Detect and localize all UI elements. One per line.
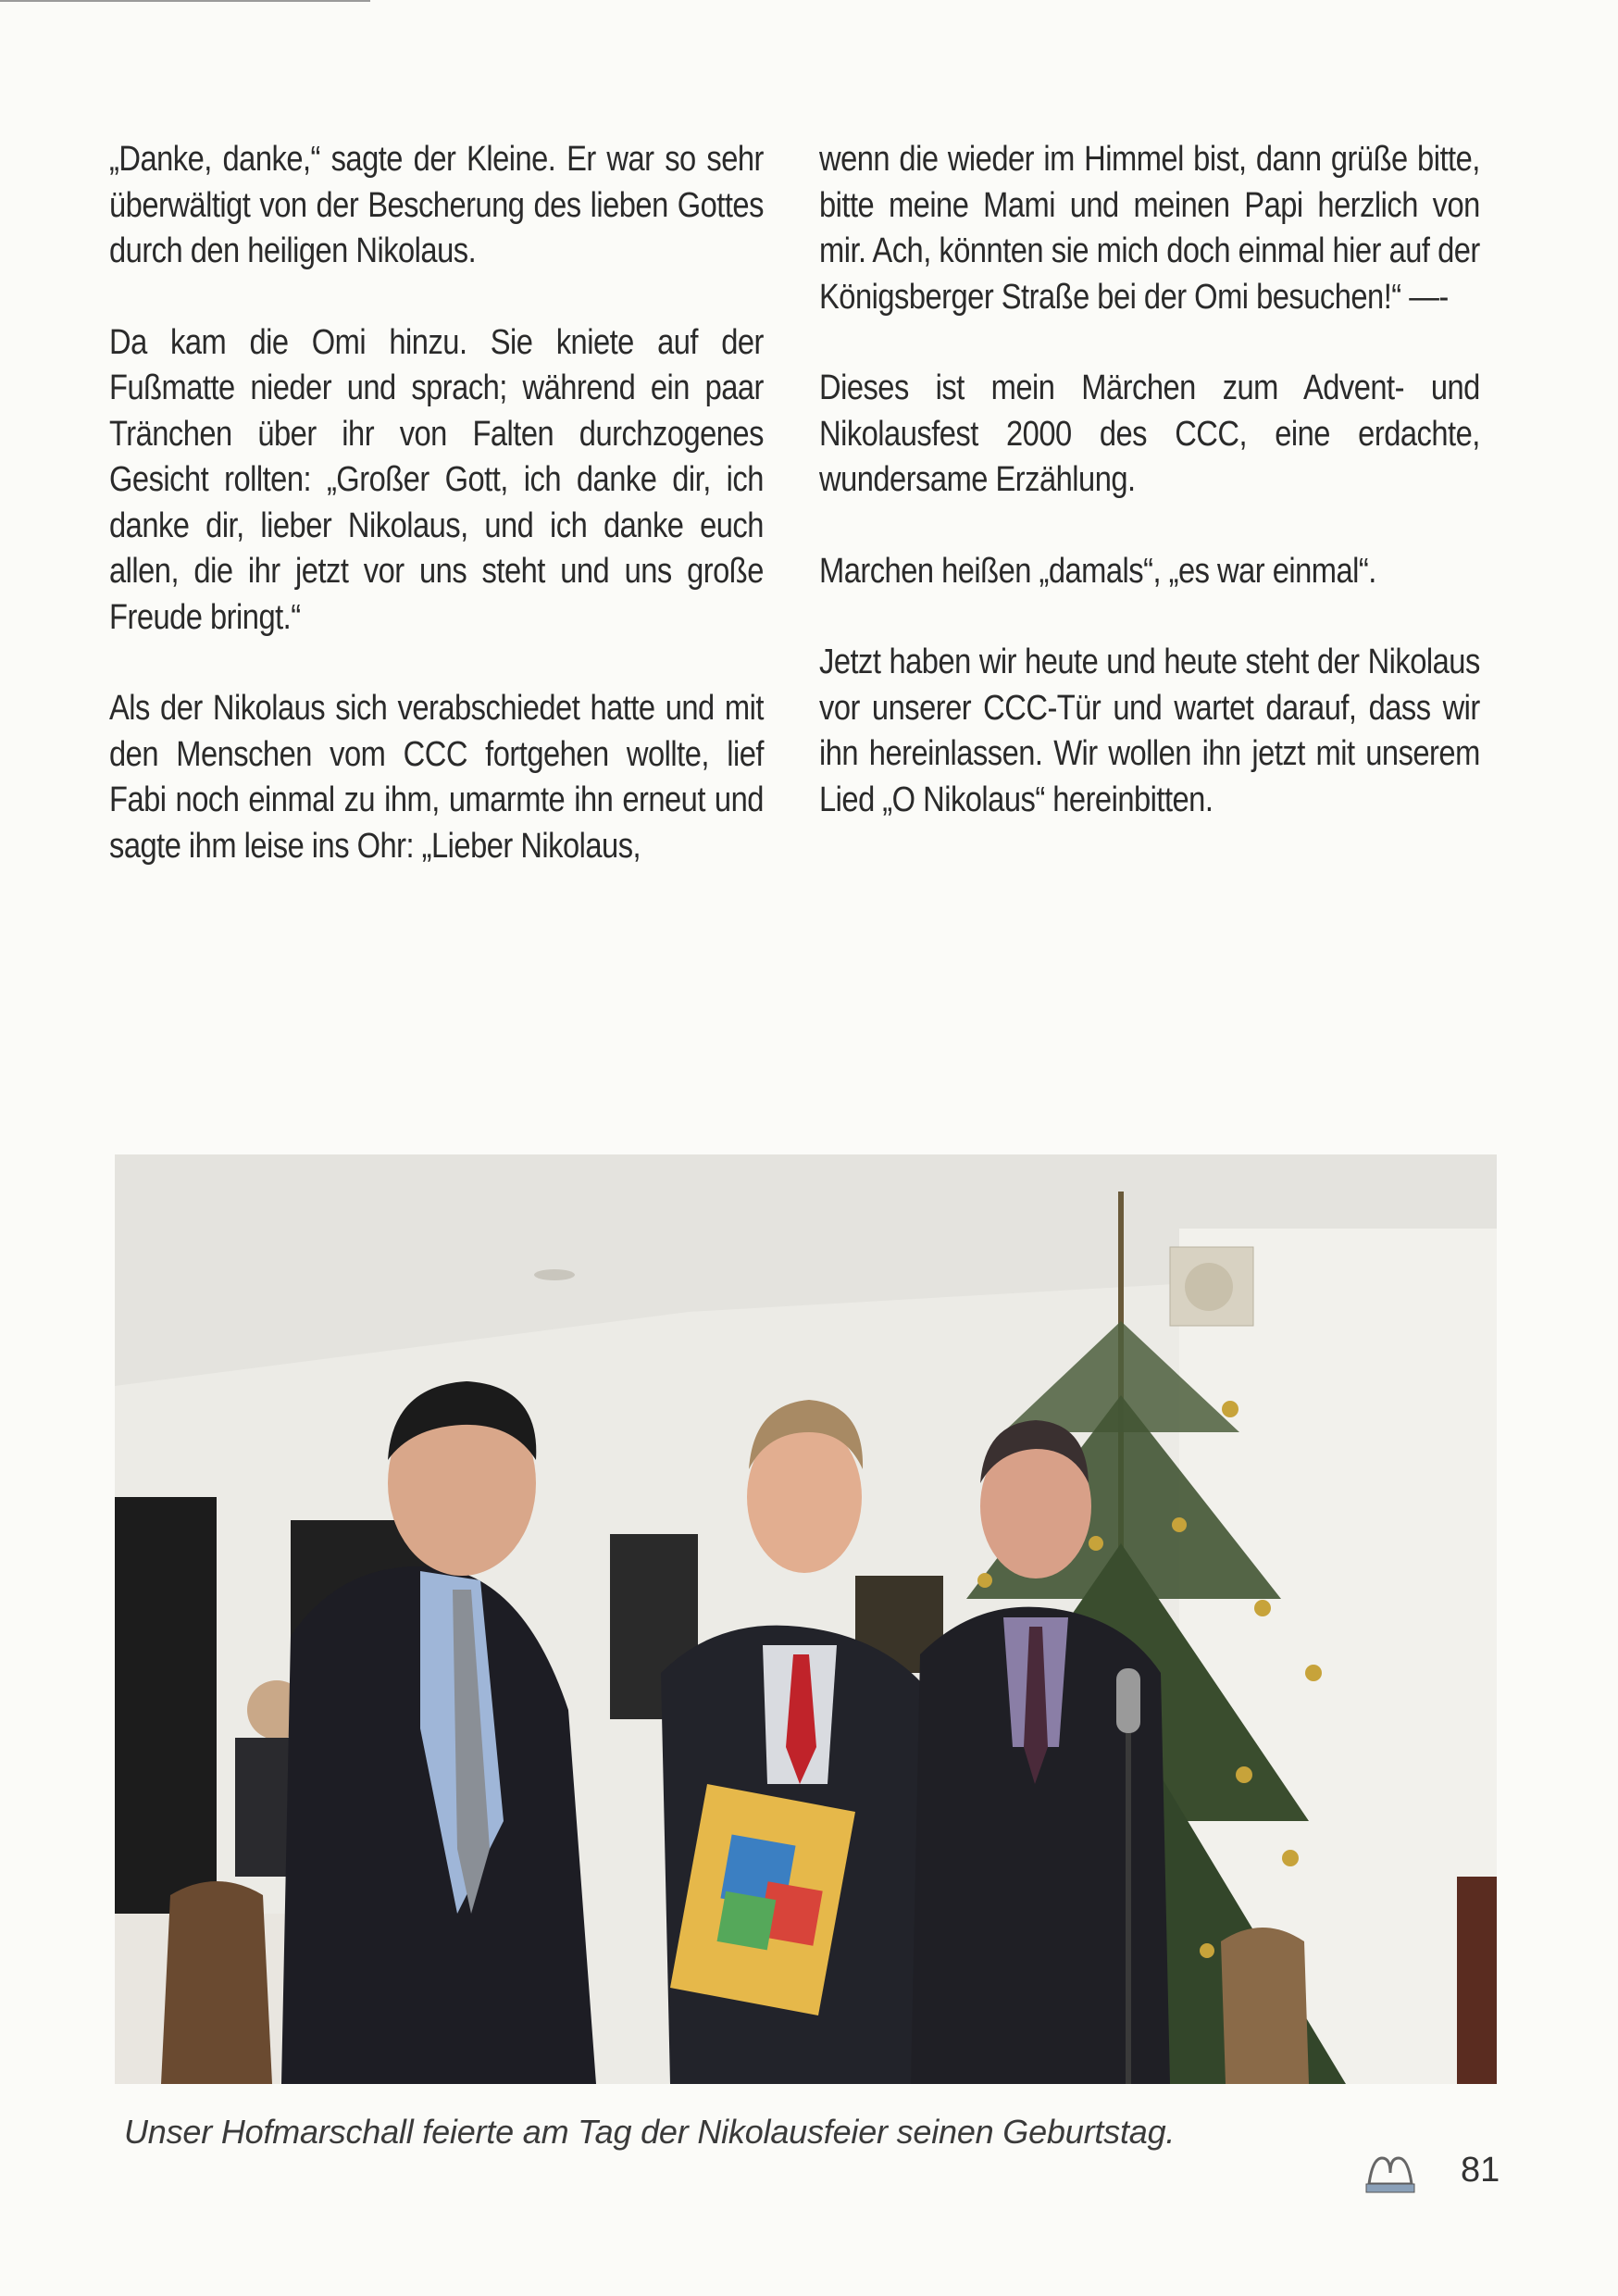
paragraph: Jetzt haben wir heute und heute steht der Nikolaus vor unserer CCC-Tür und wartet darauf, dass wir ihn hereinlassen. Wir wollen ihn jetzt mit unserem Lied „O Nikolaus“ hereinbitten.: [819, 643, 1480, 819]
paragraph: wenn die wieder im Himmel bist, dann grüße bitte, bitte meine Mami und meinen Papi herzlich von mir. Ach, könnten sie mich doch einmal hier auf der Königsberger Straße bei der Omi besuchen!“ —-: [819, 140, 1480, 317]
paragraph: „Danke, danke,“ sagte der Kleine. Er war so sehr überwältigt von der Bescherung des lieben Gottes durch den heiligen Nikolaus.: [109, 140, 764, 270]
photo-caption: Unser Hofmarschall feierte am Tag der Nikolausfeier seinen Geburtstag.: [124, 2113, 1176, 2151]
paragraph: Dieses ist mein Märchen zum Advent- und Nikolausfest 2000 des CCC, eine erdachte, wundersame Erzählung.: [819, 368, 1480, 499]
right-text-column: [819, 137, 1480, 868]
paragraph: Marchen heißen „damals“, „es war einmal“.: [819, 551, 1376, 591]
group-photo: [115, 1154, 1497, 2084]
paragraph: Als der Nikolaus sich verabschiedet hatte und mit den Menschen vom CCC fortgehen wollte, lief Fabi noch einmal zu ihm, umarmte ihn erneut und sagte ihm leise ins Ohr: „Lieber Nikolaus,: [109, 689, 764, 866]
group-photo-illustration: [115, 1154, 1497, 2084]
paragraph: Da kam die Omi hinzu. Sie kniete auf der Fußmatte nieder und sprach; während ein paar Tränchen über ihr von Falten durchzogenes Gesicht rollten: „Großer Gott, ich danke dir, ich danke dir, lieber Nikolaus, und ich danke euch allen, die ihr jetzt vor uns steht und uns große Freude bringt.“: [109, 322, 764, 637]
club-logo-icon: [1363, 2152, 1417, 2195]
top-rule: [0, 0, 370, 2]
left-text-column: [109, 137, 764, 915]
page-number: 81: [1461, 2151, 1500, 2190]
